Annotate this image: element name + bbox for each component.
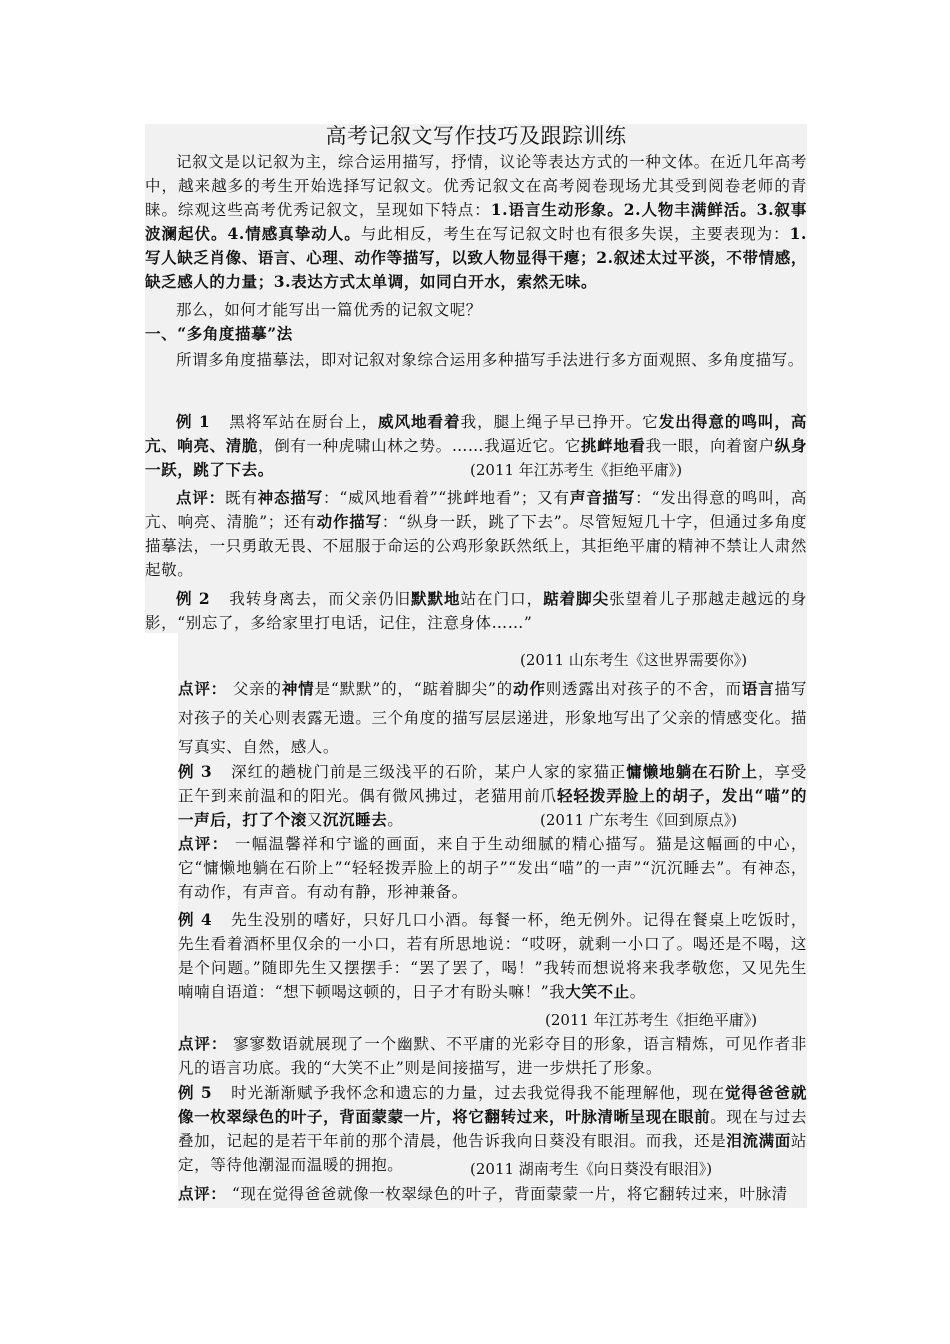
example-text: 先生没别的嗜好，只好几口小酒。每餐一杯，绝无例外。记得在餐桌上吃饭时，先生看着酒杯里仅余的一小口，若有所思地说：“哎呀，就剩一小口了。喝还是不喝，这是个问题。”随即先生又摆摆手：“罢了罢了，喝！”我转而想说将来我孝敬您，又见先生喃喃自语道：“想下顿喝这顿的，日子才有盼头嘛！”我 — [178, 911, 807, 1001]
example-highlight: 慵懒地躺在石阶上 — [626, 762, 758, 781]
example-highlight: 威风地看着 — [377, 412, 461, 431]
example-highlight: 觉得爸爸就像一枚翠绿色的叶子，背面蒙蒙一片，将它翻转过来，叶脉清晰呈现在眼前 — [178, 1083, 807, 1126]
section-description: 所谓多角度描摹法，即对记叙对象综合运用多种描写手法进行多方面观照、多角度描写。 — [176, 351, 804, 369]
example-source: (2011 年江苏考生《拒绝平庸》) — [545, 1011, 758, 1029]
intro-question: 那么，如何才能写出一篇优秀的记叙文呢？ — [176, 301, 482, 319]
example-text: 黑将军站在厨台上， — [228, 413, 378, 431]
comment-text: 一幅温馨祥和宁谧的画面，来自于生动细腻的精心描写。猫是这幅画的中心，它“慵懒地躺在石阶上”“轻轻拨弄脸上的胡子”“发出“喵”的一声”“沉沉睡去”。有神态，有动作，有声音。有动有静，形神兼备。 — [178, 835, 807, 901]
example-highlight: 纵身一跃，跳了下去。 — [145, 436, 807, 479]
example-2 — [145, 587, 807, 635]
comment-5 — [178, 1182, 807, 1208]
example-text: 。 — [387, 811, 404, 829]
example-label: 例 2 — [176, 589, 211, 608]
comment-text: “现在觉得爸爸就像一枚翠绿色的叶子，背面蒙蒙一片，将它翻转过来，叶脉清 — [231, 1185, 788, 1203]
comment-text: 描写对孩子的关心则表露无遗。三个角度的描写层层递进，形象地写出了父亲的情感变化。描写真实、自然，感人。 — [178, 680, 807, 756]
comment-label: 点评： — [178, 679, 228, 698]
example-text: 张望着儿子那越走越远的身影，“别忘了，多给家里打电话，记住，注意身体……” — [145, 590, 807, 632]
intro-features: 1.语言生动形象。2.人物丰满鲜活。3.叙事波澜起伏。4.情感真挚动人。 — [145, 200, 807, 243]
example-source: (2011 广东考生《回到原点》) — [540, 811, 738, 829]
comment-label: 点评： — [178, 1184, 227, 1203]
comment-3 — [178, 832, 807, 904]
example-label: 例 4 — [178, 910, 213, 929]
comment-label: 点评： — [178, 834, 229, 853]
intro-text: 与此相反，考生在写记叙文时也有很多失误，主要表现为： — [360, 225, 790, 243]
example-source: (2011 年江苏考生《拒绝平庸》) — [470, 461, 683, 479]
example-highlight: 轻轻拨弄脸上的胡子，发出“喵”的一声后，打了个滚 — [178, 786, 807, 829]
comment-2 — [178, 674, 807, 762]
example-text: 。现在与过去叠加，记起的是若干年前的那个清晨，他告诉我向日葵没有眼泪。而我，还是 — [178, 1108, 807, 1150]
comment-label: 点评： — [176, 488, 225, 507]
example-text: 我一眼，向着窗户 — [645, 437, 775, 455]
example-text: 站在门口， — [460, 590, 544, 608]
comment-highlight: 神情 — [281, 679, 315, 698]
example-4 — [178, 908, 807, 1004]
comment-text: 是“默默”的，“踮着脚尖”的 — [314, 680, 514, 698]
comment-4 — [178, 1032, 807, 1080]
example-highlight: 默默地 — [411, 589, 461, 608]
example-text: 又 — [306, 811, 323, 829]
comment-highlight: 声音描写 — [569, 488, 636, 507]
example-label: 例 1 — [176, 412, 211, 431]
comment-highlight: 神态描写 — [257, 488, 323, 507]
comment-text: 既有 — [225, 489, 258, 507]
example-text: ，享受正午到来前温和的阳光。偶有微风拂过，老猫用前爪 — [178, 763, 807, 805]
intro-paragraph — [145, 150, 807, 294]
comment-1 — [145, 486, 807, 582]
example-text: 深红的趟栊门前是三级浅平的石阶，某户人家的家猫正 — [230, 763, 627, 781]
intro-text: 记叙文是以记叙为主，综合运用描写，抒情，议论等表达方式的一种文体。在近几年高考中，越来越多的考生开始选择写记叙文。优秀记叙文在高考阅卷现场尤其受到阅卷老师的青睐。综观这些高考优秀记叙文，呈现如下特点： — [145, 153, 807, 219]
example-source: (2011 湖南考生《向日葵没有眼泪》) — [470, 1160, 713, 1178]
comment-text: ：“发出得意的鸣叫，高亢、响亮、清脆”；还有 — [145, 489, 808, 531]
intro-faults: 1.写人缺乏肖像、语言、心理、动作等描写，以致人物显得干瘪；2.叙述太过平淡，不带情感，缺乏感人的力量；3.表达方式太单调，如同白开水，索然无味。 — [145, 224, 807, 291]
example-text: 我，腿上绳子早已挣开。它 — [460, 413, 659, 431]
comment-text: 父亲的 — [232, 680, 282, 698]
comment-label: 点评： — [178, 1034, 228, 1053]
example-text: ，倒有一种虎啸山林之势。……我逼近它。它 — [258, 437, 581, 455]
example-highlight: 挑衅地看 — [580, 436, 646, 455]
comment-highlight: 语言 — [741, 679, 775, 698]
section-heading: 一、“多角度描摹”法 — [145, 324, 293, 343]
example-highlight: 大笑不止 — [565, 982, 630, 1001]
example-text: 我转身离去，而父亲仍旧 — [228, 590, 411, 608]
example-highlight: 发出得意的鸣叫，高亢、响亮、清脆 — [145, 412, 808, 455]
example-label: 例 5 — [178, 1083, 213, 1102]
example-highlight: 泪流满面 — [726, 1131, 791, 1150]
comment-highlight: 动作描写 — [316, 512, 382, 531]
comment-highlight: 动作 — [513, 679, 546, 698]
example-label: 例 3 — [178, 762, 213, 781]
example-highlight: 踮着脚尖 — [543, 589, 610, 608]
comment-text: 则透露出对孩子的不舍，而 — [545, 680, 742, 698]
example-text: 站定，等待他潮湿而温暖的拥抱。 — [178, 1132, 807, 1174]
example-text: 。 — [629, 983, 646, 1001]
example-source: (2011 山东考生《这世界需要你》) — [520, 651, 748, 669]
document-title: 高考记叙文写作技巧及跟踪训练 — [325, 124, 627, 148]
comment-text: 寥寥数语就展现了一个幽默、不平庸的光彩夺目的形象，语言精炼，可见作者非凡的语言功底。我的“大笑不止”则是间接描写，进一步烘托了形象。 — [178, 1035, 807, 1077]
comment-text: ：“威风地看着”“挑衅地看”；又有 — [323, 489, 570, 507]
example-highlight: 沉沉睡去 — [322, 810, 388, 829]
example-text: 时光渐渐赋予我怀念和遗忘的力量，过去我觉得我不能理解他，现在 — [230, 1084, 726, 1102]
comment-text: ：“纵身一跃，跳了下去”。尽管短短几十字，但通过多角度描摹法，一只勇敢无畏、不屈服于命运的公鸡形象跃然纸上，其拒绝平庸的精神不禁让人肃然起敬。 — [145, 513, 807, 579]
